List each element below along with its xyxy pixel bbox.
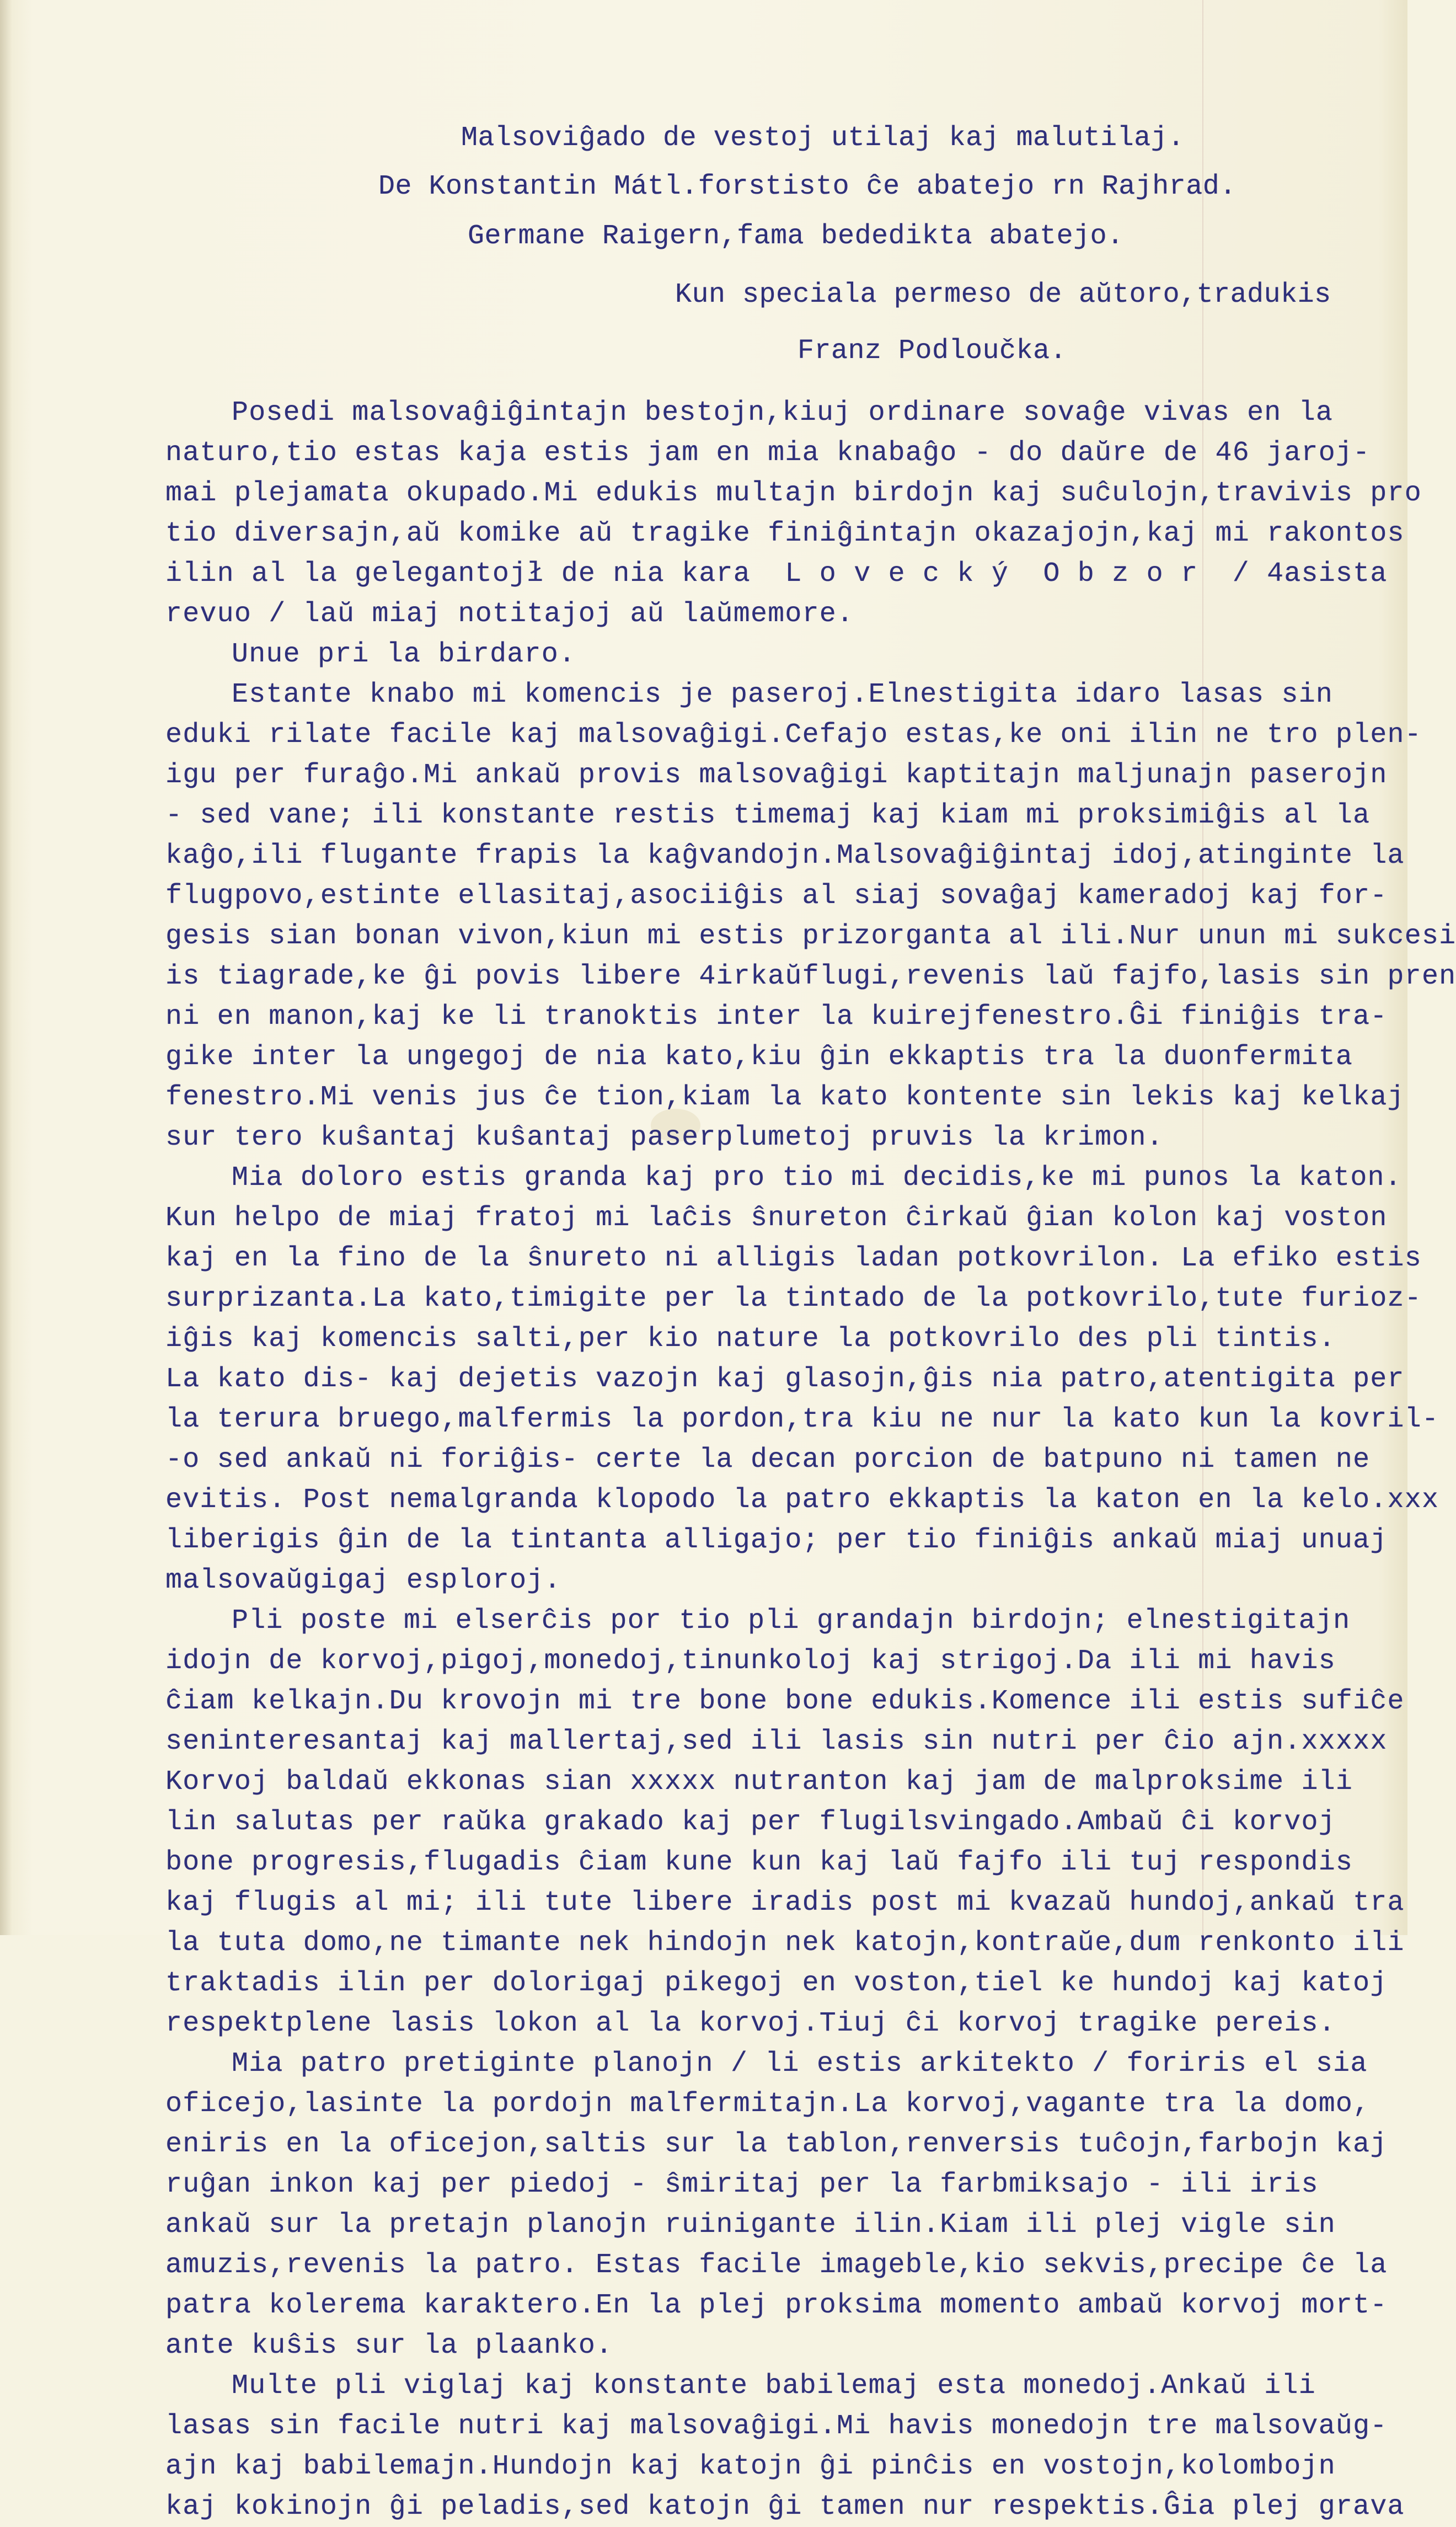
text-line: liberigis ĝin de la tintanta alligajo; per tio finiĝis ankaŭ miaj unuaj [165, 1525, 1388, 1556]
text-line: flugpovo,estinte ellasitaj,asociiĝis al siaj sovaĝaj kameradoj kaj for- [165, 880, 1388, 912]
text-line: Multe pli viglaj kaj konstante babilemaj esta monedoj.Ankaŭ ili [232, 2370, 1316, 2402]
text-line: patra kolerema karaktero.En la plej proksima momento ambaŭ korvoj mort- [165, 2290, 1388, 2321]
text-line: Estante knabo mi komencis je paseroj.Elnestigita idaro lasas sin [232, 679, 1334, 710]
text-line: - sed vane; ili konstante restis timemaj kaj kiam mi proksimiĝis al la [165, 800, 1371, 831]
text-line: tio diversajn,aŭ komike aŭ tragike finiĝintajn okazajojn,kaj mi rakontos [165, 518, 1405, 549]
text-line: Korvoj baldaŭ ekkonas sian xxxxx nutranton kaj jam de malproksime ili [165, 1766, 1353, 1798]
text-line: idojn de korvoj,pigoj,monedoj,tinunkoloj kaj strigoj.Da ili mi havis [165, 1646, 1336, 1677]
text-line: ĉiam kelkajn.Du krovojn mi tre bone bone edukis.Komence ili estis sufiĉe [165, 1686, 1405, 1717]
text-line: Pli poste mi elserĉis por tio pli grandajn birdojn; elnestigitajn [232, 1605, 1351, 1637]
text-line: fenestro.Mi venis jus ĉe tion,kiam la kato kontente sin lekis kaj kelkaj [165, 1082, 1405, 1113]
text-line: Kun helpo de miaj fratoj mi laĉis ŝnureton ĉirkaŭ ĝian kolon kaj voston [165, 1203, 1388, 1234]
text-line: -o sed ankaŭ ni foriĝis- certe la decan porcion de batpuno ni tamen ne [165, 1444, 1371, 1476]
document-body [165, 393, 1456, 2527]
text-line: revuo / laŭ miaj notitajoj aŭ laŭmemore. [165, 599, 854, 630]
header-author: De Konstantin Mátl.forstisto ĉe abatejo rn Rajhrad. [378, 171, 1236, 202]
text-line: La kato dis- kaj dejetis vazojn kaj glasojn,ĝis nia patro,atentigita per [165, 1364, 1405, 1395]
text-line: bone progresis,flugadis ĉiam kune kun kaj laŭ fajfo ili tuj respondis [165, 1847, 1353, 1878]
text-line: ruĝan inkon kaj per piedoj - ŝmiritaj per la farbmiksajo - ili iris [165, 2169, 1319, 2200]
text-line: gesis sian bonan vivon,kiun mi estis prizorganta al ili.Nur unun mi sukcesi [165, 921, 1456, 952]
text-line: evitis. Post nemalgranda klopodo la patro ekkaptis la katon en la kelo.xxx [165, 1484, 1439, 1516]
header-title: Malsoviĝado de vestoj utilaj kaj malutilaj. [461, 122, 1185, 154]
text-line: kaj en la fino de la ŝnureto ni alligis ladan potkovrilon. La efiko estis [165, 1243, 1422, 1274]
text-line: is tiagrade,ke ĝi povis libere 4irkaŭflugi,revenis laŭ fajfo,lasis sin pren [165, 961, 1456, 992]
text-line: Unue pri la birdaro. [232, 639, 576, 670]
text-line: ilin al la gelegantojł de nia kara L o v e c k ý O b z o r / 4asista [165, 558, 1388, 590]
text-line: kaĝo,ili flugante frapis la kaĝvandojn.Malsovaĝiĝintaj idoj,atinginte la [165, 840, 1405, 872]
paper-shadow [0, 0, 12, 1935]
text-line: Posedi malsovaĝiĝintajn bestojn,kiuj ordinare sovaĝe vivas en la [232, 397, 1334, 429]
text-line: amuzis,revenis la patro. Estas facile imageble,kio sekvis,precipe ĉe la [165, 2250, 1388, 2281]
text-line: gike inter la ungegoj de nia kato,kiu ĝin ekkaptis tra la duonfermita [165, 1041, 1353, 1073]
text-line: iĝis kaj komencis salti,per kio nature la potkovrilo des pli tintis. [165, 1323, 1336, 1355]
text-line: ankaŭ sur la pretajn planojn ruinigante ilin.Kiam ili plej vigle sin [165, 2209, 1336, 2241]
text-line: naturo,tio estas kaja estis jam en mia knabaĝo - do daŭre de 46 jaroj- [165, 437, 1371, 469]
text-line: eduki rilate facile kaj malsovaĝigi.Cefajo estas,ke oni ilin ne tro plen- [165, 719, 1422, 751]
header-subtitle: Germane Raigern,fama bededikta abatejo. [468, 221, 1124, 252]
text-line: lasas sin facile nutri kaj malsovaĝigi.Mi havis monedojn tre malsovaŭg- [165, 2411, 1388, 2442]
text-line: kaj flugis al mi; ili tute libere iradis post mi kvazaŭ hundoj,ankaŭ tra [165, 1887, 1405, 1919]
text-line: ante kuŝis sur la plaanko. [165, 2330, 613, 2362]
text-line: traktadis ilin per dolorigaj pikegoj en voston,tiel ke hundoj kaj katoj [165, 1968, 1388, 1999]
header-translator: Franz Podloučka. [797, 335, 1067, 367]
text-line: malsovaŭgigaj esploroj. [165, 1565, 561, 1596]
text-line: sur tero kuŝantaj kuŝantaj paserplumetoj pruvis la krimon. [165, 1122, 1164, 1153]
text-line: eniris en la oficejon,saltis sur la tablon,renversis tuĉojn,farbojn kaj [165, 2129, 1388, 2160]
text-line: igu per furaĝo.Mi ankaŭ provis malsovaĝigi kaptitajn maljunajn paserojn [165, 760, 1388, 791]
text-line: Mia doloro estis granda kaj pro tio mi decidis,ke mi punos la katon. [232, 1162, 1402, 1194]
text-line: la tuta domo,ne timante nek hindojn nek katojn,kontraŭe,dum renkonto ili [165, 1927, 1405, 1959]
text-line: ajn kaj babilemajn.Hundojn kaj katojn ĝi pinĉis en vostojn,kolombojn [165, 2451, 1336, 2482]
text-line: mai plejamata okupado.Mi edukis multajn birdojn kaj suĉulojn,travivis pro [165, 478, 1422, 509]
text-line: la terura bruego,malfermis la pordon,tra kiu ne nur la kato kun la kovril- [165, 1404, 1439, 1435]
text-line: lin salutas per raŭka grakado kaj per flugilsvingado.Ambaŭ ĉi korvoj [165, 1807, 1336, 1838]
header-permission: Kun speciala permeso de aŭtoro,tradukis [675, 279, 1331, 311]
text-line: kaj kokinojn ĝi peladis,sed katojn ĝi tamen nur respektis.Ĝia plej grava [165, 2491, 1405, 2523]
text-line: respektplene lasis lokon al la korvoj.Tiuj ĉi korvoj tragike pereis. [165, 2008, 1336, 2039]
text-line: oficejo,lasinte la pordojn malfermitajn.La korvoj,vagante tra la domo, [165, 2088, 1371, 2120]
text-line: Mia patro pretiginte planojn / li estis arkitekto / foriris el sia [232, 2048, 1368, 2080]
text-line: seninteresantaj kaj mallertaj,sed ili lasis sin nutri per ĉio ajn.xxxxx [165, 1726, 1388, 1757]
text-line: surprizanta.La kato,timigite per la tintado de la potkovrilo,tute furioz- [165, 1283, 1422, 1315]
text-line: ni en manon,kaj ke li tranoktis inter la kuirejfenestro.Ĝi finiĝis tra- [165, 1001, 1388, 1033]
